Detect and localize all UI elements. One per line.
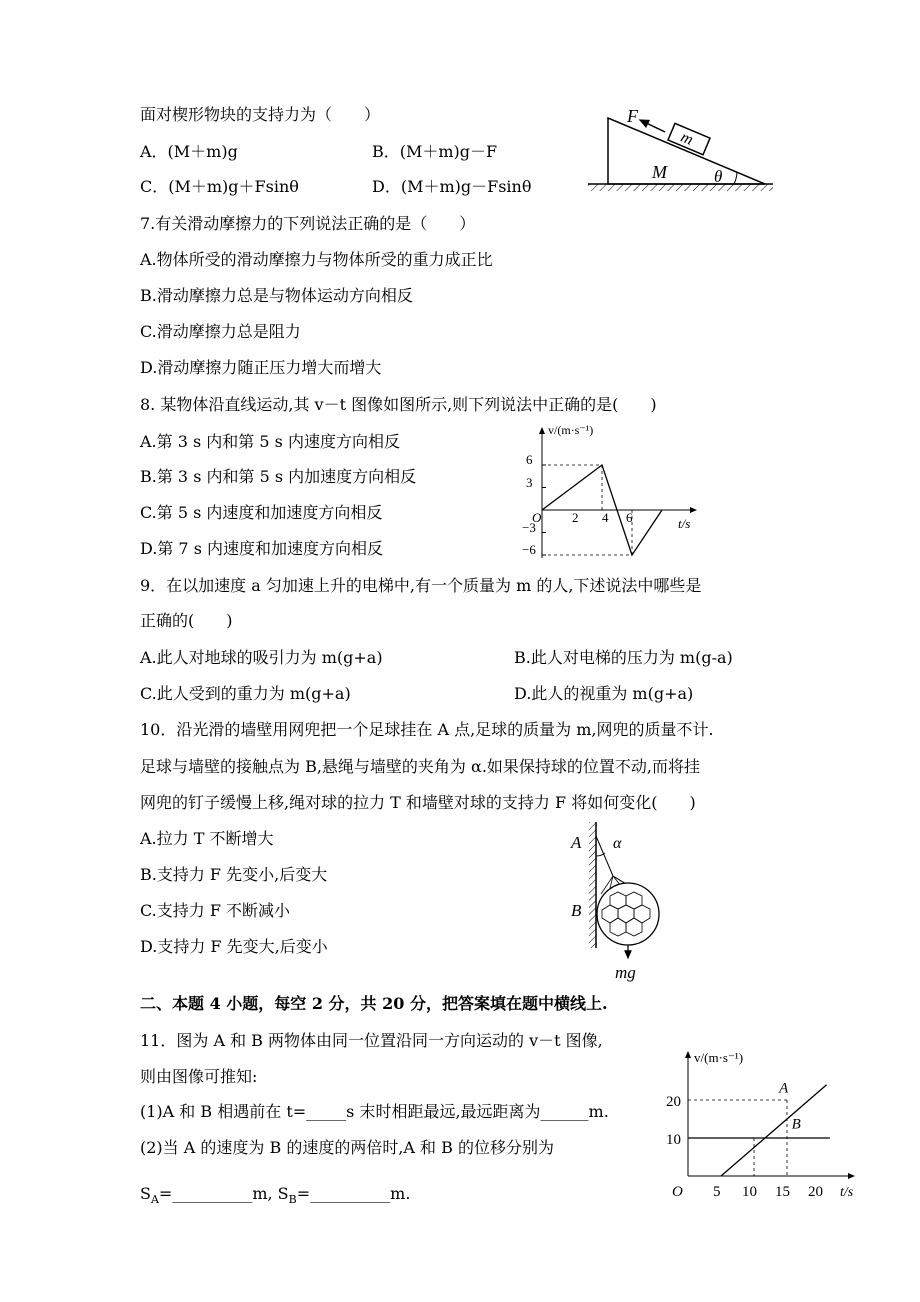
q8-ytick-6: 6 bbox=[526, 452, 533, 467]
q10-option-d: D.支持力 F 先变大,后变小 bbox=[140, 937, 328, 956]
q10-option-a: A.拉力 T 不断增大 bbox=[140, 829, 274, 848]
block-m-label: m bbox=[678, 128, 696, 149]
q11-xtick-15: 15 bbox=[775, 1184, 790, 1200]
q10-stem-line3: 网兜的钉子缓慢上移,绳对球的拉力 T 和墙壁对球的支持力 F 将如何变化( ) bbox=[140, 793, 696, 812]
q11-label-A: A bbox=[779, 1080, 789, 1097]
q8-ytick-neg3: −3 bbox=[522, 520, 536, 535]
q8-option-c: C.第 5 s 内速度和加速度方向相反 bbox=[140, 503, 383, 522]
q8-ytick-neg6: −6 bbox=[522, 542, 536, 557]
q8-xtick-4: 4 bbox=[602, 510, 609, 525]
q8-ytick-3: 3 bbox=[526, 475, 533, 490]
q7-option-a: A.物体所受的滑动摩擦力与物体所受的重力成正比 bbox=[140, 250, 493, 269]
q8-y-label: v/(m·s⁻¹) bbox=[548, 423, 594, 437]
theta-label: θ bbox=[714, 167, 723, 186]
q11-stem-line2: 则由图像可推知: bbox=[140, 1067, 258, 1086]
wedge-figure bbox=[580, 100, 780, 195]
force-F-label: F bbox=[627, 106, 638, 126]
q8-stem: 8. 某物体沿直线运动,其 v－t 图像如图所示,则下列说法中正确的是( ) bbox=[140, 395, 657, 414]
q11-part2: (2)当 A 的速度为 B 的速度的两倍时,A 和 B 的位移分别为 bbox=[140, 1138, 554, 1157]
q7-option-d: D.滑动摩擦力随正压力增大而增大 bbox=[140, 358, 382, 377]
q6-option-d: D．(M＋m)g－Fsinθ bbox=[372, 177, 532, 196]
point-A-label: A bbox=[571, 833, 582, 852]
wedge-M-label: M bbox=[652, 162, 667, 182]
q10-stem-line2: 足球与墙壁的接触点为 B,悬绳与墙壁的夹角为 α.如果保持球的位置不动,而将挂 bbox=[140, 757, 700, 776]
q10-option-c: C.支持力 F 不断减小 bbox=[140, 901, 291, 920]
football-figure bbox=[565, 818, 675, 983]
q9-option-c: C.此人受到的重力为 m(g+a) bbox=[140, 684, 351, 703]
point-B-label: B bbox=[571, 901, 582, 920]
q8-xtick-2: 2 bbox=[572, 510, 579, 525]
q11-origin: O bbox=[672, 1184, 683, 1200]
q11-vt-chart bbox=[664, 1044, 864, 1204]
force-F-arrow bbox=[640, 120, 665, 132]
q7-option-b: B.滑动摩擦力总是与物体运动方向相反 bbox=[140, 286, 413, 305]
wall-hatch bbox=[589, 822, 596, 948]
q11-part1: (1)A 和 B 相遇前在 t=_____s 末时相距最远,最远距离为______m. bbox=[140, 1102, 609, 1121]
q11-xtick-10: 10 bbox=[742, 1184, 757, 1200]
q11-label-B: B bbox=[791, 1116, 801, 1133]
q8-vt-chart bbox=[520, 418, 705, 563]
q8-option-b: B.第 3 s 内和第 5 s 内加速度方向相反 bbox=[140, 467, 417, 486]
q8-x-label: t/s bbox=[678, 516, 691, 531]
q11-x-label: t/s bbox=[840, 1185, 854, 1200]
q8-origin: O bbox=[532, 510, 542, 525]
q6-option-b: B．(M＋m)g－F bbox=[372, 142, 498, 161]
q9-option-a: A.此人对地球的吸引力为 m(g+a) bbox=[140, 648, 383, 667]
q9-stem-line2: 正确的( ) bbox=[140, 611, 233, 630]
q9-stem-line1: 9．在以加速度 a 匀加速上升的电梯中,有一个质量为 m 的人,下述说法中哪些是 bbox=[140, 576, 702, 595]
q11-stem-line1: 11．图为 A 和 B 两物体由同一位置沿同一方向运动的 v－t 图像, bbox=[140, 1031, 603, 1050]
q11-xtick-5: 5 bbox=[713, 1184, 721, 1200]
q6-option-a: A．(M＋m)g bbox=[140, 142, 238, 161]
theta-arc bbox=[734, 172, 737, 184]
q11-xtick-20: 20 bbox=[808, 1184, 823, 1200]
q7-option-c: C.滑动摩擦力总是阻力 bbox=[140, 322, 301, 341]
q10-option-b: B.支持力 F 先变小,后变大 bbox=[140, 865, 328, 884]
q6-option-c: C．(M＋m)g＋Fsinθ bbox=[140, 177, 299, 196]
q10-stem-line1: 10．沿光滑的墙壁用网兜把一个足球挂在 A 点,足球的质量为 m,网兜的质量不计. bbox=[140, 720, 714, 739]
q6-stem-end: 面对楔形物块的支持力为（ ） bbox=[140, 105, 381, 124]
q11-series-A bbox=[721, 1085, 827, 1176]
q7-stem: 7.有关滑动摩擦力的下列说法正确的是（ ） bbox=[140, 214, 476, 233]
q11-answer-line: $S_A=\_\_\_\_\_\_\_\_\_\_m$, $S_B=\_\_\_\_\_\_\_\_\_\_m$. bbox=[140, 1184, 411, 1207]
q8-option-d: D.第 7 s 内速度和加速度方向相反 bbox=[140, 539, 383, 558]
q11-ytick-10: 10 bbox=[666, 1132, 681, 1148]
section2-heading: 二、本题 4 小题，每空 2 分，共 20 分，把答案填在题中横线上. bbox=[140, 994, 608, 1013]
q8-xtick-6: 6 bbox=[626, 510, 633, 525]
ground-hatch bbox=[588, 184, 773, 191]
mg-label: mg bbox=[615, 963, 636, 982]
q9-option-d: D.此人的视重为 m(g+a) bbox=[514, 684, 694, 703]
q9-option-b: B.此人对电梯的压力为 m(g-a) bbox=[514, 648, 733, 667]
alpha-label: α bbox=[613, 835, 622, 852]
q11-y-label: v/(m·s⁻¹) bbox=[694, 1050, 744, 1065]
q11-ytick-20: 20 bbox=[666, 1094, 681, 1110]
q8-option-a: A.第 3 s 内和第 5 s 内速度方向相反 bbox=[140, 432, 400, 451]
